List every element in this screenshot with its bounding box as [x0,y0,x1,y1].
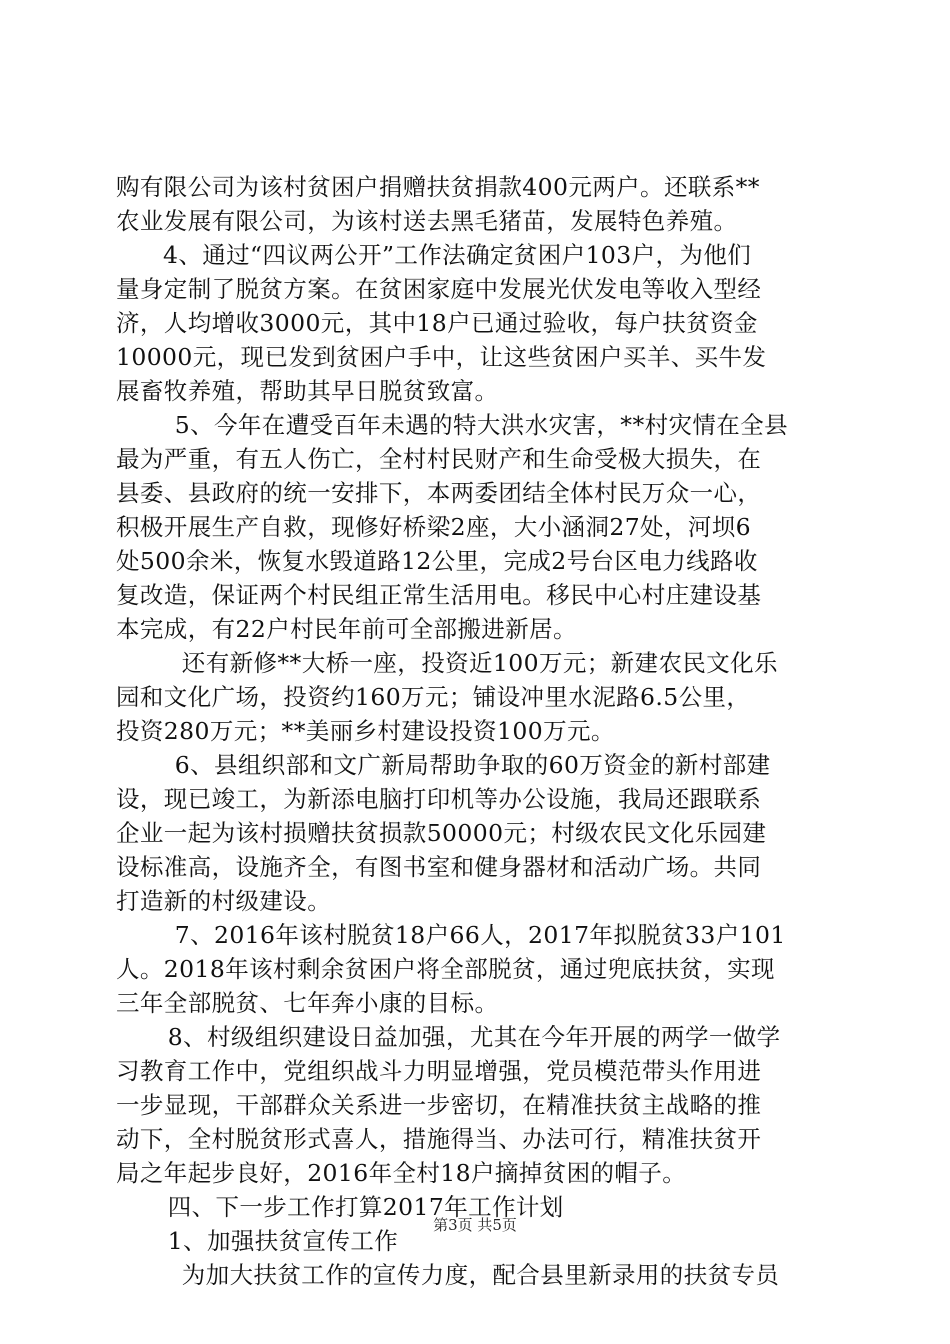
text-line: 设标准高，设施齐全，有图书室和健身器材和活动广场。共同 [116,853,762,881]
text-line: 一步显现，干部群众关系进一步密切，在精准扶贫主战略的推 [116,1091,762,1119]
text-line: 购有限公司为该村贫困户捐赠扶贫捐款400元两户。还联系** [116,173,760,201]
text-line: 最为严重，有五人伤亡，全村村民财产和生命受极大损失，在 [116,445,762,473]
text-line: 6、县组织部和文广新局帮助争取的60万资金的新村部建 [174,751,771,779]
page-footer: 第3页 共5页 [433,1216,517,1234]
text-line: 展畜牧养殖，帮助其早日脱贫致富。 [116,377,499,405]
text-line: 动下，全村脱贫形式喜人，措施得当、办法可行，精准扶贫开 [116,1125,762,1153]
text-line: 农业发展有限公司，为该村送去黑毛猪苗，发展特色养殖。 [116,207,738,235]
text-line: 5、今年在遭受百年未遇的特大洪水灾害，**村灾情在全县 [174,411,789,439]
text-line: 三年全部脱贫、七年奔小康的目标。 [116,989,499,1017]
text-line: 复改造，保证两个村民组正常生活用电。移民中心村庄建设基 [116,581,762,609]
text-line: 10000元，现已发到贫困户手中，让这些贫困户买羊、买牛发 [116,343,767,371]
text-line: 四、下一步工作打算2017年工作计划 [167,1193,564,1221]
text-line: 积极开展生产自救，现修好桥梁2座，大小涵洞27处，河坝6 [116,513,752,541]
text-line: 8、村级组织建设日益加强，尤其在今年开展的两学一做学 [167,1023,781,1051]
document-body [116,170,838,1292]
text-line: 1、加强扶贫宣传工作 [167,1227,399,1255]
text-line: 县委、县政府的统一安排下，本两委团结全体村民万众一心， [116,479,762,507]
text-line: 4、通过“四议两公开”工作法确定贫困户103户，为他们 [163,241,752,269]
text-line: 本完成，有22户村民年前可全部搬进新居。 [116,615,577,643]
text-line: 济，人均增收3000元，其中18户已通过验收，每户扶贫资金 [116,309,758,337]
text-line: 园和文化广场，投资约160万元；铺设冲里水泥路6.5公里， [116,683,751,711]
text-line: 7、2016年该村脱贫18户66人，2017年拟脱贫33户101 [174,921,786,949]
text-line: 打造新的村级建设。 [116,887,332,915]
text-line: 局之年起步良好，2016年全村18户摘掉贫困的帽子。 [116,1159,687,1187]
text-line: 人。2018年该村剩余贫困户将全部脱贫，通过兜底扶贫，实现 [116,955,775,983]
text-line: 量身定制了脱贫方案。在贫困家庭中发展光伏发电等收入型经 [116,275,762,303]
text-line: 还有新修**大桥一座，投资近100万元；新建农民文化乐 [181,649,778,677]
text-line: 企业一起为该村损赠扶贫损款50000元；村级农民文化乐园建 [116,819,767,847]
text-line: 处500余米，恢复水毁道路12公里，完成2号台区电力线路收 [116,547,758,575]
text-line: 投资280万元；**美丽乡村建设投资100万元。 [116,717,615,745]
text-line: 设，现已竣工，为新添电脑打印机等办公设施，我局还跟联系 [116,785,762,813]
text-line: 习教育工作中，党组织战斗力明显增强，党员模范带头作用进 [116,1057,762,1085]
text-line: 为加大扶贫工作的宣传力度，配合县里新录用的扶贫专员 [181,1261,780,1289]
